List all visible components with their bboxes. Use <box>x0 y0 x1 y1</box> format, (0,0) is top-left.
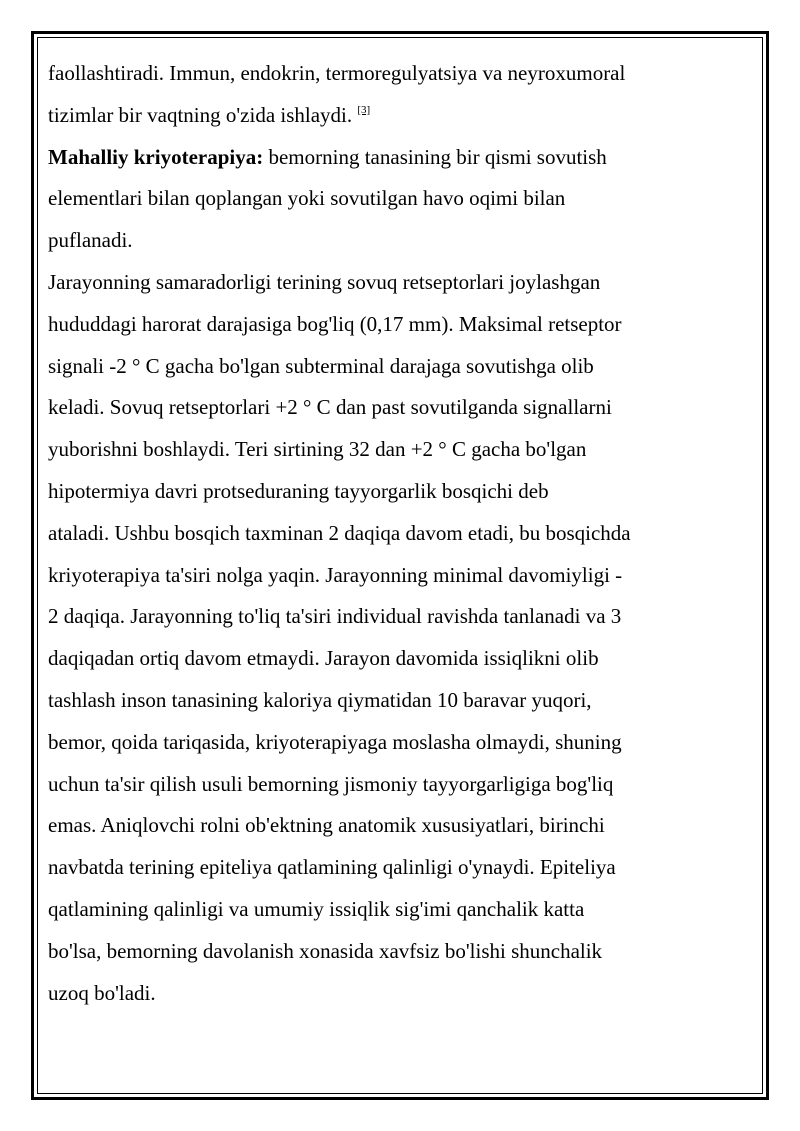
main-line: qatlamining qalinligi va umumiy issiqlik sig'imi qanchalik katta <box>48 896 585 921</box>
intro-paragraph <box>48 53 738 137</box>
main-line: uchun ta'sir qilish usuli bemorning jismoniy tayyorgarligiga bog'liq <box>48 771 614 796</box>
local-line-1-rest: bemorning tanasining bir qismi sovutish <box>263 144 607 169</box>
reference-link[interactable]: [3] <box>357 103 371 116</box>
main-line: tashlash inson tanasining kaloriya qiymatidan 10 baravar yuqori, <box>48 687 592 712</box>
local-cryotherapy-paragraph <box>48 137 738 262</box>
intro-line-1: faollashtiradi. Immun, endokrin, termoregulyatsiya va neyroxumoral <box>48 61 626 85</box>
main-line: hipotermiya davri protseduraning tayyorgarlik bosqichi deb <box>48 478 549 503</box>
intro-line-2-text: tizimlar bir vaqtning o'zida ishlaydi. <box>48 102 358 127</box>
main-line: bemor, qoida tariqasida, kriyoterapiyaga moslasha olmaydi, shuning <box>48 729 622 754</box>
main-line: emas. Aniqlovchi rolni ob'ektning anatomik xususiyatlari, birinchi <box>48 813 605 838</box>
main-line: 2 daqiqa. Jarayonning to'liq ta'siri individual ravishda tanlanadi va 3 <box>48 604 622 629</box>
main-line: kriyoterapiya ta'siri nolga yaqin. Jarayonning minimal davomiyligi - <box>48 562 623 587</box>
main-line: yuborishni boshlaydi. Teri sirtining 32 dan +2 ° C gacha bo'lgan <box>48 437 587 462</box>
local-line-2: elementlari bilan qoplangan yoki sovutilgan havo oqimi bilan <box>48 186 566 211</box>
main-line: signali -2 ° C gacha bo'lgan subterminal darajaga sovutishga olib <box>48 353 594 378</box>
local-line-3: puflanadi. <box>48 228 133 253</box>
main-line: hududdagi harorat darajasiga bog'liq (0,17 mm). Maksimal retseptor <box>48 311 622 336</box>
main-line: navbatda terining epiteliya qatlamining qalinligi o'ynaydi. Epiteliya <box>48 855 616 880</box>
main-line: keladi. Sovuq retseptorlari +2 ° C dan past sovutilganda signallarni <box>48 395 612 420</box>
intro-line-2 <box>48 95 738 137</box>
main-line: bo'lsa, bemorning davolanish xonasida xavfsiz bo'lishi shunchalik <box>48 938 603 963</box>
main-line: uzoq bo'ladi. <box>48 980 156 1005</box>
main-paragraph <box>48 262 738 1014</box>
document-body <box>48 53 738 1014</box>
main-line: Jarayonning samaradorligi terining sovuq retseptorlari joylashgan <box>48 269 601 294</box>
main-line: daqiqadan ortiq davom etmaydi. Jarayon davomida issiqlikni olib <box>48 646 599 671</box>
main-line: ataladi. Ushbu bosqich taxminan 2 daqiqa davom etadi, bu bosqichda <box>48 520 631 545</box>
local-line-1 <box>48 137 738 179</box>
local-cryotherapy-heading: Mahalliy kriyoterapiya: <box>48 144 264 169</box>
